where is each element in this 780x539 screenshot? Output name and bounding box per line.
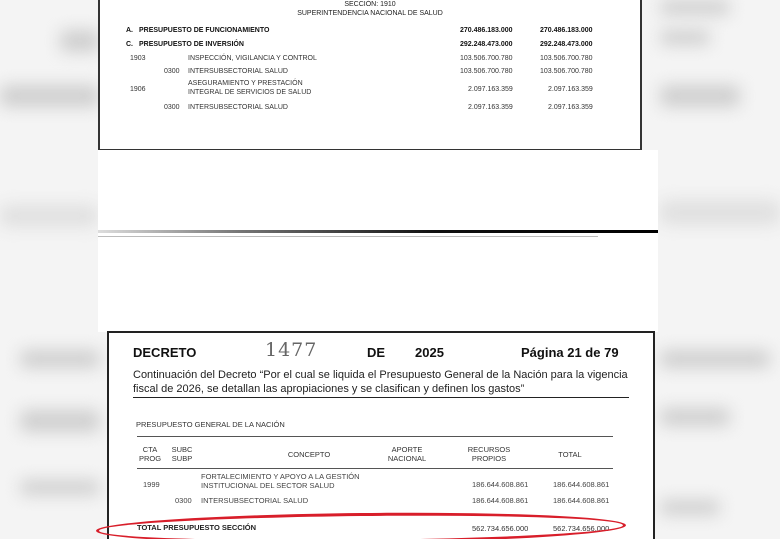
header-total: TOTAL	[558, 450, 582, 459]
table-row: 1903 INSPECCIÓN, VIGILANCIA Y CONTROL 103.506.700.780 103.506.700.780	[130, 55, 593, 62]
year: 2025	[415, 345, 444, 360]
page-divider	[98, 236, 598, 237]
table-top-rule	[137, 436, 613, 437]
page-divider	[98, 230, 658, 233]
background-blur	[660, 500, 720, 515]
divider	[133, 397, 629, 398]
page-gap	[98, 150, 658, 240]
decreto-number: 1477	[265, 339, 318, 361]
total-value: 562.734.656.000	[553, 524, 610, 533]
background-blur	[660, 30, 710, 45]
decreto-label: DECRETO	[133, 345, 197, 360]
section-name: SUPERINTENDENCIA NACIONAL DE SALUD	[297, 10, 443, 17]
page-gap	[98, 240, 658, 332]
header-cta-prog: CTA PROG	[138, 445, 162, 463]
background-blur	[20, 480, 100, 495]
bottom-document-page: DECRETO 1477 DE 2025 Página 21 de 79 Continuación del Decreto “Por el cual se liquida el Presupuesto General de la Nación para la vigencia fiscal de 2026, se detallan las apropiaciones y se clasifican y definen los gastos” PRESUPUESTO GENERAL DE LA NACIÓN CTA PROG SUBC SUBP CONCEPTO APORTE NACIONAL RECURSOS PROPIOS TOTAL 1999 FORTALECIMIENTO Y APOYO A LA GESTIÓN INSTITUCIONAL DEL SECTOR SALUD 186.644.608.861 186.644.608.861 0300 INTERSUBSECTORIAL SALUD 186.644.608.861 186.644.608.861 TOTAL PRESUPUESTO SECCIÓN 562.734.656.000 562.734.656.000	[107, 331, 655, 539]
background-blur	[660, 200, 780, 225]
section-label: SECCIÓN: 1910	[344, 1, 396, 8]
background-blur	[660, 85, 740, 107]
background-blur	[660, 350, 770, 368]
header-recursos-propios: RECURSOS PROPIOS	[467, 445, 511, 463]
total-label: TOTAL PRESUPUESTO SECCIÓN	[137, 523, 257, 532]
table-header-rule	[137, 468, 613, 469]
de-label: DE	[367, 345, 386, 360]
background-blur	[660, 0, 730, 15]
page-number: Página 21 de 79	[521, 345, 619, 360]
header-concepto: CONCEPTO	[287, 450, 331, 459]
header-aporte-nacional: APORTE NACIONAL	[387, 445, 427, 463]
table-row: 1906 ASEGURAMIENTO Y PRESTACIÓN INTEGRAL DE SERVICIOS DE SALUD 2.097.163.359 2.097.163.359	[130, 80, 593, 96]
background-blur	[20, 410, 100, 432]
background-blur	[20, 350, 100, 368]
top-document-page	[98, 0, 642, 151]
table-row: C. PRESUPUESTO DE INVERSIÓN 292.248.473.000 292.248.473.000	[126, 41, 593, 48]
continuation-text: Continuación del Decreto “Por el cual se liquida el Presupuesto General de la Nación para la vigencia fiscal de 2026, se detallan las apropiaciones y se clasifican y definen los gastos”	[133, 369, 628, 395]
pgn-label: PRESUPUESTO GENERAL DE LA NACIÓN	[136, 420, 285, 429]
background-blur	[660, 408, 730, 426]
total-recursos: 562.734.656.000	[472, 524, 529, 533]
table-row: A. PRESUPUESTO DE FUNCIONAMIENTO 270.486.183.000 270.486.183.000	[126, 27, 593, 34]
background-blur	[60, 30, 100, 52]
background-blur	[0, 85, 100, 107]
background-blur	[0, 205, 98, 227]
header-subc-subp: SUBC SUBP	[171, 445, 193, 463]
table-row: 0300 INTERSUBSECTORIAL SALUD 2.097.163.359 2.097.163.359	[164, 104, 593, 111]
table-row: 0300 INTERSUBSECTORIAL SALUD 103.506.700.780 103.506.700.780	[164, 68, 593, 75]
